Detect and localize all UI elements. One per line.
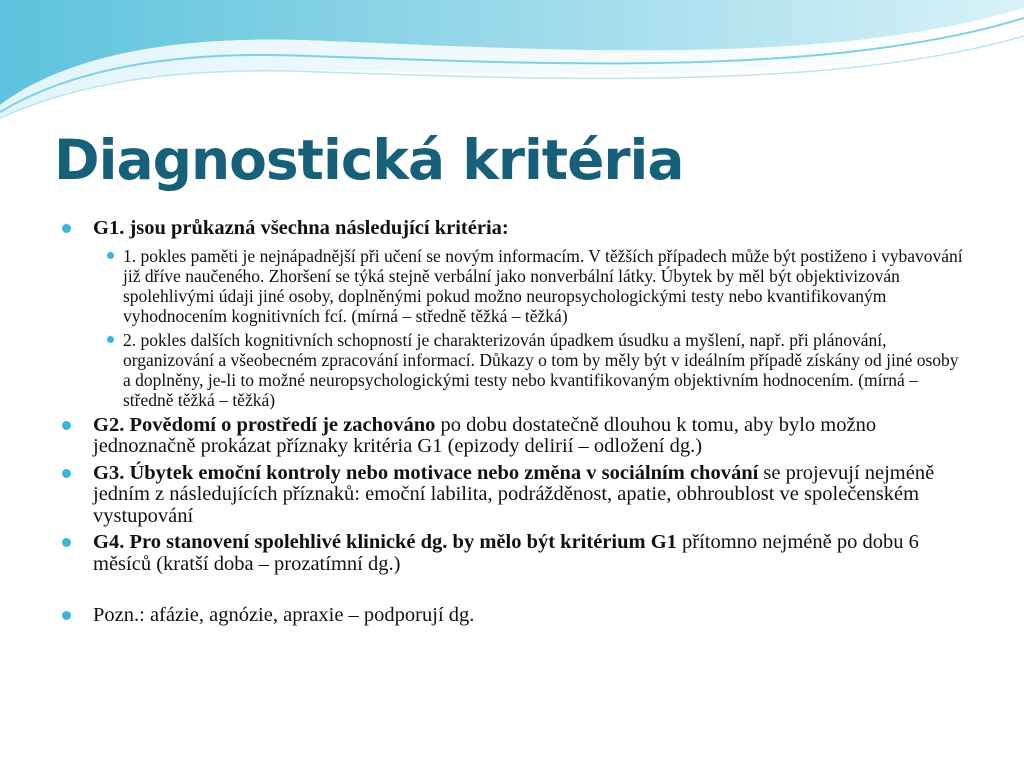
- subcriterion-1: [93, 246, 967, 326]
- bullet-icon: [62, 538, 71, 547]
- criterion-g3-heading: G3. Úbytek emoční kontroly nebo motivace nebo změna v sociálním chování: [93, 461, 759, 484]
- bullet-icon: [62, 611, 71, 620]
- criterion-g1-heading: G1. jsou průkazná všechna následující kritéria:: [93, 217, 509, 239]
- header-wave-decoration: [0, 0, 1024, 130]
- criterion-g4-heading: G4. Pro stanovení spolehlivé klinické dg. by mělo být kritérium G1: [93, 531, 677, 553]
- bullet-icon: [62, 421, 71, 430]
- criterion-g2-text: po dobu dostatečně dlouhou k tomu, aby bylo možno jednoznačně prokázat příznaky kritéria G1 (epizody delirií – odložení dg.): [93, 413, 877, 457]
- bullet-icon: [107, 252, 114, 259]
- criterion-g3: [62, 463, 967, 528]
- bullet-icon: [62, 469, 71, 478]
- criterion-g4: [62, 532, 967, 575]
- criterion-g3-text: se projevují nejméně jedním z následujících příznaků: emoční labilita, podrážděnost, apatie, obhroublost ve společenském vystupování: [93, 461, 935, 527]
- note-item: [62, 605, 967, 627]
- subcriterion-2: [93, 330, 967, 410]
- criterion-g2: [62, 415, 967, 458]
- slide-title: Diagnostická kritéria: [54, 128, 684, 192]
- bullet-icon: [107, 336, 114, 343]
- subcriterion-2-text: 2. pokles dalších kognitivních schopností je charakterizován úpadkem úsudku a myšlení, např. při plánování, organizování a všeobecném zpracování informací. Důkazy o tom by měly být v ideálním případě získány od jiné osoby a doplněny, je-li to možné neuropsychologickými testy nebo kvantifikovaným objektivním hodnocením. (mírná – středně těžká – těžká): [123, 329, 959, 410]
- criterion-g1: [62, 218, 967, 410]
- criteria-list: [62, 218, 967, 632]
- criterion-g2-heading: G2. Povědomí o prostředí je zachováno: [93, 413, 436, 436]
- criterion-g4-text: přítomno nejméně po dobu 6 měsíců (kratší doba – prozatímní dg.): [93, 531, 919, 575]
- subcriterion-1-text: 1. pokles paměti je nejnápadnější při učení se novým informacím. V těžších případech může být postiženo i vybavování již dříve naučeného. Zhoršení se týká stejně verbální jako nonverbální látky. Úbytek by měl být objektivizován spolehlivými údaji jiné osoby, doplněnými pokud možno neuropsychologickými testy nebo kvantifikovaným vyhodnocením kognitivních fcí. (mírná – středně těžká – těžká): [123, 245, 963, 326]
- note-text: Pozn.: afázie, agnózie, apraxie – podporují dg.: [93, 604, 475, 626]
- bullet-icon: [62, 224, 71, 233]
